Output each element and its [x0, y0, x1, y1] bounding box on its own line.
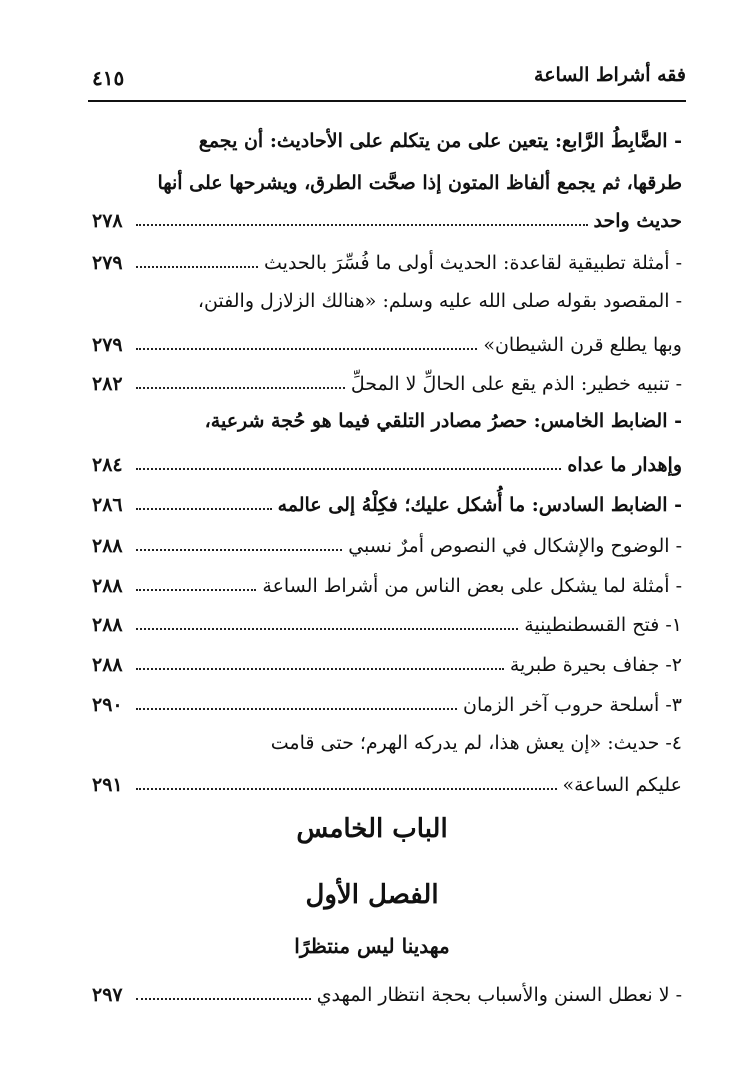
toc-entry-text: - أمثلة تطبيقية لقاعدة: الحديث أولى ما فُسِّرَ بالحديث	[264, 252, 682, 274]
toc-entry-page: ٢٨٦	[92, 494, 123, 516]
toc-entry-text: وإهدار ما عداه	[567, 454, 682, 476]
toc-entry-page: ٢٨٨	[92, 654, 123, 676]
subsection-heading: مهدينا ليس منتظرًا	[294, 934, 450, 958]
dotted-leader	[136, 668, 504, 670]
toc-entry-text: ٢- جفاف بحيرة طبرية	[509, 654, 682, 676]
dotted-leader	[136, 387, 345, 389]
toc-entry-page: ٢٩١	[92, 774, 123, 796]
toc-entry-text: وبها يطلع قرن الشيطان»	[483, 334, 682, 356]
toc-line-1: - الضَّابِطُ الرَّابع: يتعين على من يتكلم على الأحاديث: أن يجمع	[198, 130, 682, 152]
toc-entry-page: ٢٨٨	[92, 535, 123, 557]
toc-entry-text: - الوضوح والإشكال في النصوص أمرٌ نسبي	[348, 535, 682, 557]
toc-entry-text: ١- فتح القسطنطينية	[524, 614, 682, 636]
toc-entry	[92, 446, 682, 476]
toc-entry	[92, 766, 682, 796]
dotted-leader	[136, 468, 561, 470]
toc-entry-text: - لا نعطل السنن والأسباب بحجة انتظار المهدي	[316, 984, 682, 1006]
toc-entry-text: عليكم الساعة»	[562, 774, 682, 796]
toc-entry	[92, 202, 682, 232]
toc-entry	[92, 365, 682, 395]
page-number: ٤١٥	[92, 66, 125, 90]
dotted-leader	[136, 348, 477, 350]
dotted-leader	[136, 708, 457, 710]
toc-entry	[92, 646, 682, 676]
dotted-leader	[136, 628, 518, 630]
dotted-leader	[136, 266, 258, 268]
toc-entry	[92, 527, 682, 557]
toc-entry	[92, 686, 682, 716]
dotted-leader	[136, 508, 272, 510]
toc-entry	[92, 326, 682, 356]
toc-entry-page: ٢٧٨	[92, 210, 123, 232]
dotted-leader	[136, 589, 256, 591]
toc-line-16: ٤- حديث: «إن يعش هذا، لم يدركه الهرم؛ حتى قامت	[270, 732, 682, 754]
running-title: فقه أشراط الساعة	[534, 64, 686, 86]
toc-entry	[92, 486, 682, 516]
toc-entry-page: ٢٧٩	[92, 334, 123, 356]
toc-entry-page: ٢٨٨	[92, 614, 123, 636]
toc-entry-text: ٣- أسلحة حروب آخر الزمان	[462, 694, 682, 716]
section-heading: الفصل الأول	[305, 880, 439, 910]
toc-line-8: - الضابط الخامس: حصرُ مصادر التلقي فيما هو حُجة شرعية،	[204, 410, 682, 432]
toc-entry-text: - الضابط السادس: ما أُشكل عليك؛ فكِلْهُ إلى عالمه	[277, 494, 682, 516]
toc-line-5: - المقصود بقوله صلى الله عليه وسلم: «هنالك الزلازل والفتن،	[197, 290, 682, 312]
toc-entry	[92, 567, 682, 597]
dotted-leader	[136, 998, 311, 1000]
toc-entry-page: ٢٩٠	[92, 694, 123, 716]
toc-entry-page: ٢٨٨	[92, 575, 123, 597]
toc-entry	[92, 606, 682, 636]
toc-entry-page: ٢٧٩	[92, 252, 123, 274]
toc-entry	[92, 976, 682, 1006]
toc-entry-page: ٢٨٢	[92, 373, 123, 395]
header-divider	[88, 100, 686, 102]
toc-entry	[92, 244, 682, 274]
toc-entry-text: - أمثلة لما يشكل على بعض الناس من أشراط الساعة	[262, 575, 682, 597]
dotted-leader	[136, 549, 342, 551]
chapter-heading: الباب الخامس	[296, 814, 448, 844]
dotted-leader	[136, 788, 557, 790]
toc-entry-text: - تنبيه خطير: الذم يقع على الحالِّ لا المحلِّ	[350, 373, 682, 395]
dotted-leader	[136, 224, 588, 226]
toc-entry-text: حديث واحد	[593, 210, 682, 232]
toc-line-2: طرقها، ثم يجمع ألفاظ المتون إذا صحَّت الطرق، ويشرحها على أنها	[157, 172, 682, 194]
toc-entry-page: ٢٨٤	[92, 454, 123, 476]
toc-entry-page: ٢٩٧	[92, 984, 123, 1006]
